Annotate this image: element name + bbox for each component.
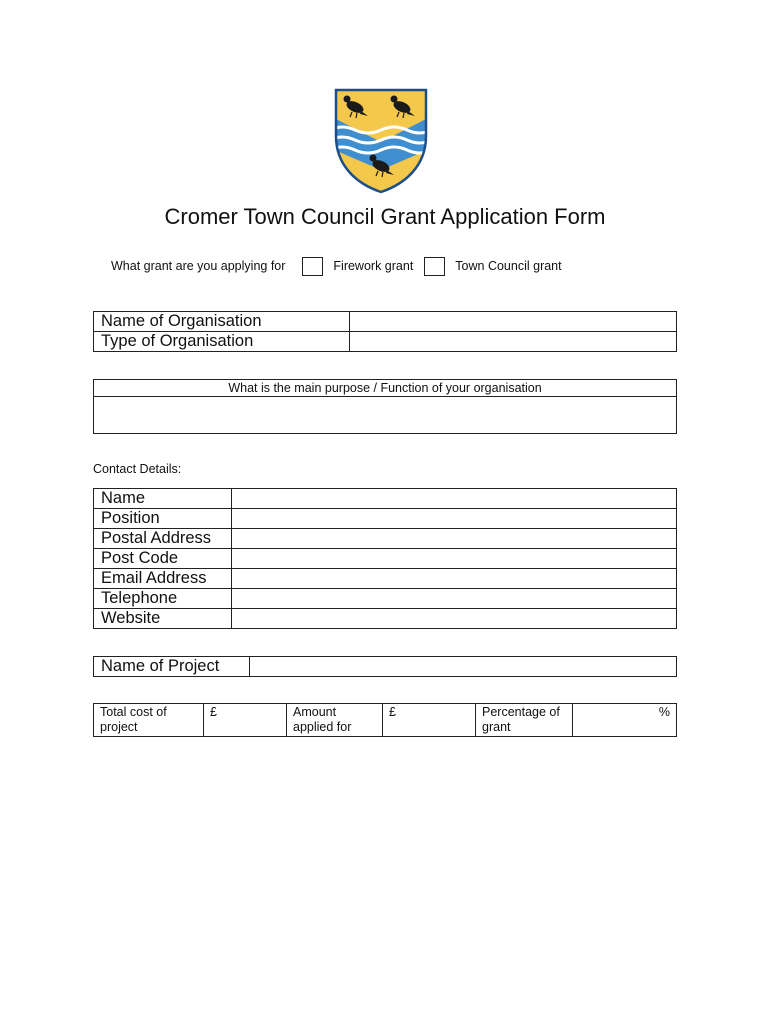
contact-website-field[interactable] [232, 609, 677, 629]
town-council-grant-label: Town Council grant [455, 259, 562, 273]
project-name-field[interactable] [250, 657, 677, 677]
table-row [94, 489, 677, 509]
table-row [94, 549, 677, 569]
contact-email-label: Email Address [94, 569, 232, 589]
costs-table [93, 703, 677, 737]
total-cost-label: Total cost of project [94, 704, 204, 737]
town-council-grant-checkbox[interactable] [424, 257, 445, 276]
contact-postal-address-label: Postal Address [94, 529, 232, 549]
contact-post-code-field[interactable] [232, 549, 677, 569]
form-title: Cromer Town Council Grant Application Form [164, 204, 606, 229]
project-name-label: Name of Project [94, 657, 250, 677]
table-row [94, 312, 677, 332]
table-row [94, 589, 677, 609]
organisation-table [93, 311, 677, 352]
contact-telephone-field[interactable] [232, 589, 677, 609]
contact-post-code-label: Post Code [94, 549, 232, 569]
table-row [94, 704, 677, 737]
contact-postal-address-field[interactable] [232, 529, 677, 549]
contact-details-label: Contact Details: [93, 462, 182, 476]
table-row [94, 609, 677, 629]
percentage-label: Percentage of grant [476, 704, 573, 737]
percentage-field[interactable]: % [573, 704, 677, 737]
contact-name-label: Name [94, 489, 232, 509]
firework-grant-checkbox[interactable] [302, 257, 323, 276]
contact-website-label: Website [94, 609, 232, 629]
amount-applied-field[interactable]: £ [383, 704, 476, 737]
contact-email-field[interactable] [232, 569, 677, 589]
organisation-name-label: Name of Organisation [94, 312, 350, 332]
table-row [94, 529, 677, 549]
contact-position-label: Position [94, 509, 232, 529]
total-cost-field[interactable]: £ [204, 704, 287, 737]
table-row [94, 332, 677, 352]
organisation-type-field[interactable] [350, 332, 677, 352]
amount-applied-label: Amount applied for [287, 704, 383, 737]
grant-question: What grant are you applying for [111, 259, 286, 273]
contact-table [93, 488, 677, 629]
firework-grant-label: Firework grant [333, 259, 414, 273]
grant-type-row [111, 256, 573, 276]
table-row [94, 657, 677, 677]
town-crest-logo [330, 86, 432, 196]
contact-name-field[interactable] [232, 489, 677, 509]
purpose-field[interactable] [94, 397, 677, 434]
table-row [94, 509, 677, 529]
purpose-heading: What is the main purpose / Function of your organisation [94, 380, 677, 397]
contact-telephone-label: Telephone [94, 589, 232, 609]
table-row [94, 569, 677, 589]
organisation-type-label: Type of Organisation [94, 332, 350, 352]
purpose-table [93, 379, 677, 434]
project-table [93, 656, 677, 677]
organisation-name-field[interactable] [350, 312, 677, 332]
contact-position-field[interactable] [232, 509, 677, 529]
